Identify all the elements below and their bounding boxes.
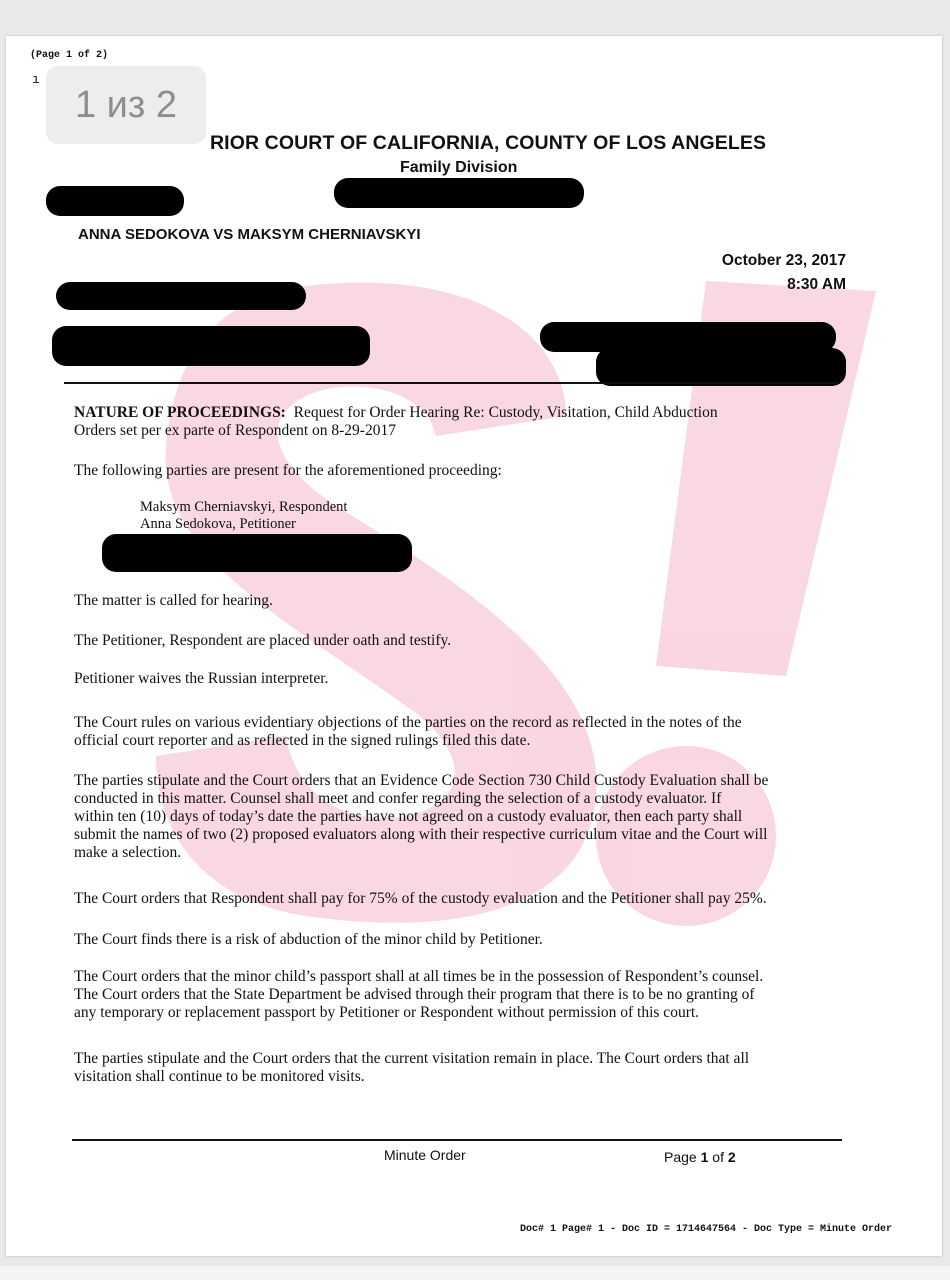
party-petitioner: Anna Sedokova, Petitioner [140, 516, 296, 532]
hearing-time: 8:30 AM [787, 276, 846, 293]
nature-text-2: Orders set per ex parte of Respondent on 8-29-2017 [74, 422, 396, 439]
redaction-counsel [102, 534, 412, 572]
division-label: Family Division [400, 159, 518, 176]
paragraph-passport [74, 968, 864, 1022]
footer-page-of: of [708, 1149, 728, 1165]
paragraph-visitation [74, 1050, 864, 1086]
evaluation-line-1: The parties stipulate and the Court orders that an Evidence Code Section 730 Child Custody Evaluation shall be [74, 772, 769, 789]
court-title: RIOR COURT OF CALIFORNIA, COUNTY OF LOS ANGELES [210, 132, 767, 154]
case-name: ANNA SEDOKOVA VS MAKSYM CHERNIAVSKYI [78, 226, 421, 243]
paragraph-evidentiary [74, 714, 864, 750]
footer-divider [72, 1139, 842, 1141]
evidentiary-line-2: official court reporter and as reflected in the signed rulings filed this date. [74, 732, 531, 749]
footer-page [664, 1149, 736, 1165]
nature-line-1 [74, 404, 864, 422]
page-marker: (Page 1 of 2) [30, 50, 109, 61]
paragraph-called-for-hearing: The matter is called for hearing. [74, 592, 273, 609]
redaction-header-right [334, 178, 584, 208]
paragraph-interpreter: Petitioner waives the Russian interpreter. [74, 670, 329, 687]
paragraph-payment: The Court orders that Respondent shall pay for 75% of the custody evaluation and the Petitioner shall pay 25%. [74, 890, 767, 907]
evaluation-line-2: conducted in this matter. Counsel shall meet and confer regarding the selection of a custody evaluator. If [74, 790, 722, 807]
paragraph-oath: The Petitioner, Respondent are placed under oath and testify. [74, 632, 452, 649]
parties-list [140, 499, 347, 533]
page-indicator-text: 1 из 2 [74, 83, 178, 126]
footer-page-prefix: Page [664, 1149, 701, 1165]
footer-page-number: 1 [700, 1149, 709, 1165]
redaction-reporter-2 [596, 348, 846, 386]
visitation-line-2: visitation shall continue to be monitored visits. [74, 1068, 365, 1085]
page-indicator [46, 66, 206, 144]
evidentiary-line-1: The Court rules on various evidentiary objections of the parties on the record as reflected in the notes of the [74, 714, 742, 731]
passport-line-2: The Court orders that the State Department be advised through their program that there is to be no granting of [74, 986, 755, 1003]
nature-label: NATURE OF PROCEEDINGS: [74, 404, 286, 421]
header-divider [64, 382, 838, 384]
parties-intro: The following parties are present for the aforementioned proceeding: [74, 462, 502, 479]
footer-title: Minute Order [384, 1147, 466, 1163]
next-page-edge [0, 1266, 950, 1280]
evaluation-line-3: within ten (10) days of today’s date the parties have not agreed on a custody evaluator, then each party shall [74, 808, 743, 825]
document-page [6, 36, 942, 1256]
nature-text-1: Request for Order Hearing Re: Custody, Visitation, Child Abduction [293, 404, 718, 421]
paragraph-custody-evaluation [74, 772, 864, 862]
evaluation-line-4: submit the names of two (2) proposed evaluators along with their respective curriculum vitae and the Court will [74, 826, 768, 843]
redaction-case-number [46, 186, 184, 216]
passport-line-1: The Court orders that the minor child’s passport shall at all times be in the possession of Respondent’s counsel. [74, 968, 764, 985]
stray-mark: ı [32, 72, 40, 87]
party-respondent: Maksym Cherniavskyi, Respondent [140, 499, 348, 515]
doc-id-footer: Doc# 1 Page# 1 - Doc ID = 1714647564 - Doc Type = Minute Order [520, 1224, 893, 1235]
redaction-clerk [52, 326, 370, 366]
redaction-judge [56, 282, 306, 310]
paragraph-abduction-risk: The Court finds there is a risk of abduction of the minor child by Petitioner. [74, 931, 543, 948]
passport-line-3: any temporary or replacement passport by Petitioner or Respondent without permission of this court. [74, 1004, 700, 1021]
footer-page-total: 2 [727, 1149, 736, 1165]
hearing-date: October 23, 2017 [721, 252, 846, 269]
visitation-line-1: The parties stipulate and the Court orders that the current visitation remain in place. The Court orders that all [74, 1050, 750, 1067]
evaluation-line-5: make a selection. [74, 844, 182, 861]
nature-of-proceedings [74, 404, 864, 440]
